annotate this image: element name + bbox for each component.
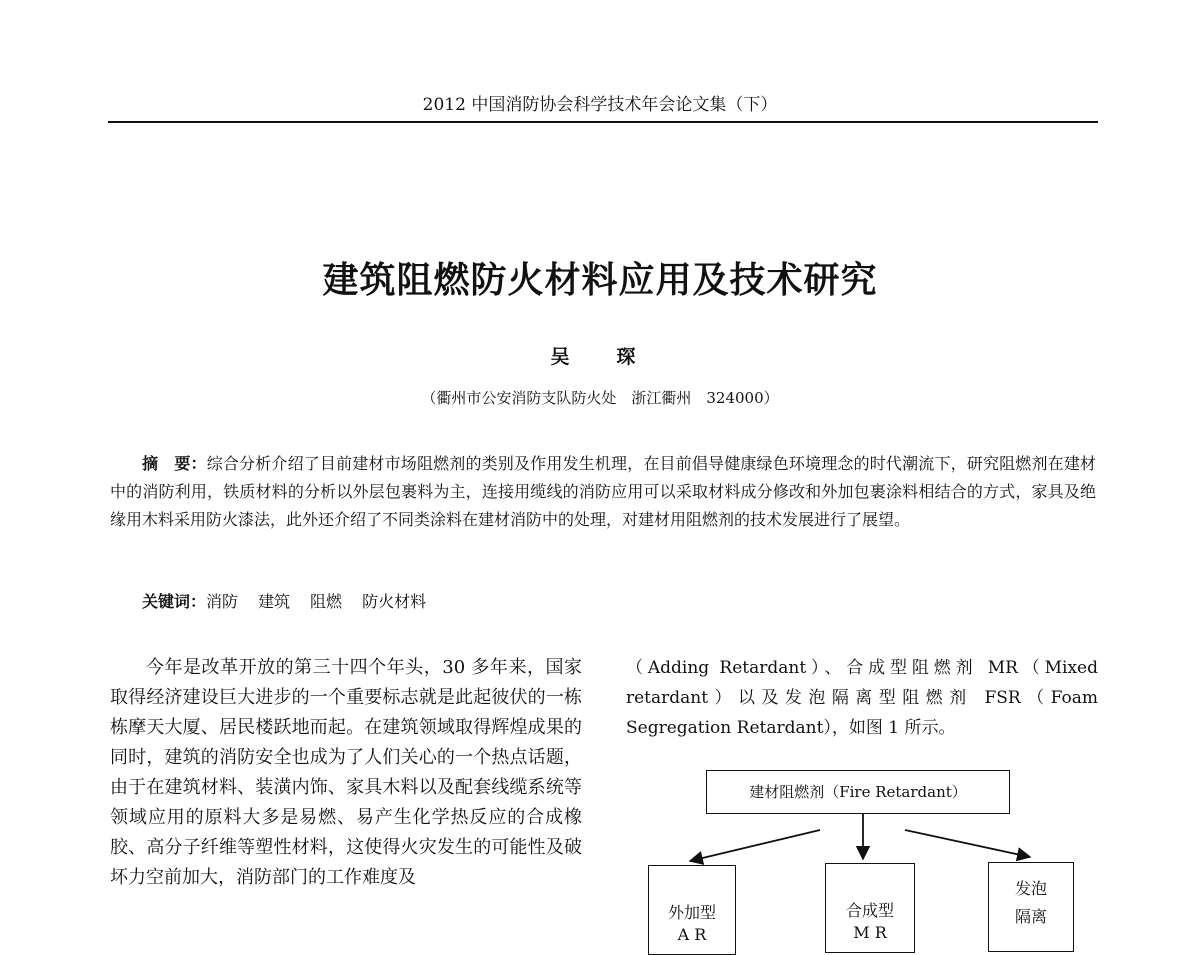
- figure-box-foam-segregation: [988, 862, 1074, 952]
- keywords-label: 关键词：: [142, 592, 207, 611]
- running-header: 2012 中国消防协会科学技术年会论文集（下）: [422, 95, 778, 115]
- box-label: 合成型: [845, 901, 894, 920]
- keyword: 建筑: [258, 592, 291, 611]
- paper-title: 建筑阻燃防火材料应用及技术研究: [322, 259, 878, 301]
- box-label: 发泡: [1014, 879, 1047, 898]
- keyword: 阻燃: [310, 592, 343, 611]
- affiliation: （衢州市公安消防支队防火处 浙江衢州 324000）: [421, 389, 779, 407]
- arrow-to-fsr: [905, 830, 1030, 857]
- box-label: A R: [677, 925, 707, 944]
- box-label: M R: [853, 923, 887, 942]
- author: 吴 琛: [550, 346, 650, 368]
- abstract-text: 综合分析介绍了目前建材市场阻燃剂的类别及作用发生机理，在目前倡导健康绿色环境理念的时代潮流下，研究阻燃剂在建材中的消防利用，铁质材料的分析以外层包裹料为主，连接用缆线的消防应用可以采取材料成分修改和外加包裹涂料相结合的方式，家具及绝缘用木料采用防火漆法，此外还介绍了不同类涂料在建材消防中的处理，对建材用阻燃剂的技术发展进行了展望。: [110, 454, 1096, 529]
- box-label: 隔离: [1014, 907, 1047, 926]
- figure-box-mixed-retardant: [825, 863, 915, 953]
- arrow-to-ar: [690, 830, 820, 861]
- figure-box-adding-retardant: [648, 865, 736, 955]
- body-text-right-column: （Adding Retardant）、合成型阻燃剂 MR（Mixed retardant）以及发泡隔离型阻燃剂 FSR（Foam Segregation Retardant），如图 1 所示。: [626, 658, 1098, 738]
- box-label: 外加型: [667, 903, 716, 922]
- keyword: 防火材料: [362, 592, 427, 611]
- figure-root-box: 建材阻燃剂（Fire Retardant）: [706, 770, 1010, 814]
- keyword: 消防: [206, 592, 239, 611]
- abstract-label: 摘 要：: [142, 454, 207, 473]
- body-text-left-column: 今年是改革开放的第三十四个年头，30 多年来，国家取得经济建设巨大进步的一个重要标志就是此起彼伏的一栋栋摩天大厦、居民楼跃地而起。在建筑领域取得辉煌成果的同时，建筑的消防安全也成为了人们关心的一个热点话题，由于在建筑材料、装潢内饰、家具木料以及配套线缆系统等领域应用的原料大多是易燃、易产生化学热反应的合成橡胶、高分子纤维等塑性材料，这使得火灾发生的可能性及破坏力空前加大，消防部门的工作难度及: [110, 657, 582, 888]
